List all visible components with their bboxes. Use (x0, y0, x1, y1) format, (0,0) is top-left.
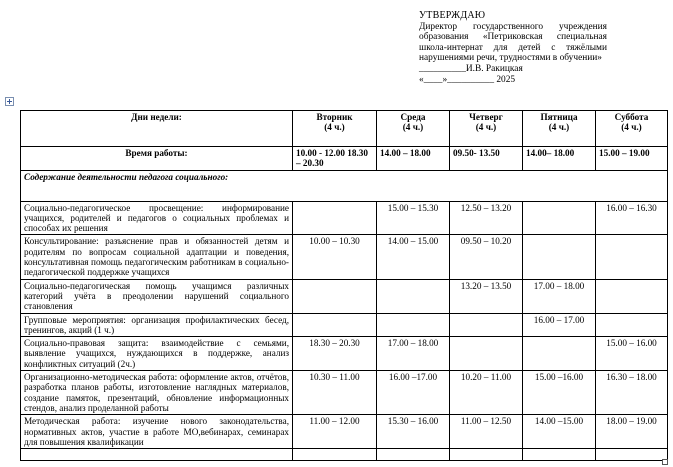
day-label: Дни недели: (131, 112, 182, 122)
time-cell: 11.00 – 12.50 (450, 415, 523, 449)
table-row (21, 201, 668, 235)
activity-desc: Консультирование: разъяснение прав и обязанностей детям и родителям по вопросам социальной адаптации и поведения, консультативная помощь педагогическим работникам в социально-педагогической поддержке учащихся (21, 235, 293, 279)
day-name: Пятница (540, 112, 578, 122)
activity-desc: Методическая работа: изучение нового законодательства, нормативных актов, участие в работе МО,вебинарах, семинарах для повышения квалификации (21, 415, 293, 449)
work-time-cell: 14.00 – 18.00 (377, 147, 450, 171)
time-cell: 17.00 – 18.00 (523, 279, 596, 313)
empty-cell (450, 449, 523, 461)
time-cell: 16.00 – 16.30 (596, 201, 668, 235)
time-cell: 15.00 – 15.30 (377, 201, 450, 235)
work-time-row (21, 147, 668, 171)
approval-block (419, 11, 607, 85)
approval-signature: __________И.В. Ракицкая (419, 63, 523, 74)
time-cell: 11.00 – 12.00 (293, 415, 377, 449)
time-cell: 16.00 – 17.00 (523, 313, 596, 337)
table-row (21, 371, 668, 415)
section-row (21, 170, 668, 201)
day-header (596, 111, 668, 147)
time-cell: 12.50 – 13.20 (450, 201, 523, 235)
time-cell (523, 201, 596, 235)
activity-desc: Социально-педагогическое просвещение: информирование учащихся, родителей и педагогов о социальных проблемах и способах их решения (21, 201, 293, 235)
time-cell (523, 337, 596, 371)
table-row (21, 415, 668, 449)
time-cell: 14.00 – 15.00 (377, 235, 450, 279)
time-cell (293, 279, 377, 313)
time-cell (377, 279, 450, 313)
empty-cell (21, 449, 293, 461)
time-cell: 16.30 – 18.00 (596, 371, 668, 415)
table-row (21, 235, 668, 279)
table-row (21, 313, 668, 337)
day-hours: (4 ч.) (621, 122, 642, 133)
time-cell: 14.00 –15.00 (523, 415, 596, 449)
empty-row (21, 449, 668, 461)
time-cell: 13.20 – 13.50 (450, 279, 523, 313)
day-hours: (4 ч.) (324, 122, 345, 133)
day-header (377, 111, 450, 147)
day-header (523, 111, 596, 147)
table-resize-handle[interactable] (662, 459, 668, 465)
activity-desc: Организационно-методическая работа: оформление актов, отчётов, разработка планов работы, изготовление наглядных материалов, создание памяток, презентаций, обновление информационных стендов, анализ проделанной работы (21, 371, 293, 415)
time-cell (596, 235, 668, 279)
empty-cell (377, 449, 450, 461)
time-cell (293, 201, 377, 235)
day-hours: (4 ч.) (402, 122, 424, 133)
activity-desc: Социально-правовая защита: взаимодействие с семьями, выявление учащихся, нуждающихся в поддержке, анализ конфликтных ситуаций (2ч.) (21, 337, 293, 371)
approval-date: «____»__________ 2025 (419, 74, 516, 85)
time-cell (596, 279, 668, 313)
time-cell (596, 313, 668, 337)
time-cell (450, 337, 523, 371)
time-cell: 15.30 – 16.00 (377, 415, 450, 449)
day-label-cell (21, 111, 293, 147)
table-row (21, 279, 668, 313)
day-name: Суббота (614, 112, 649, 122)
table-row (21, 337, 668, 371)
header-row (21, 111, 668, 147)
empty-cell (293, 449, 377, 461)
day-name: Вторник (316, 112, 353, 122)
work-time-cell: 15.00 – 19.00 (596, 147, 668, 171)
day-name: Среда (400, 112, 426, 122)
time-cell: 16.00 –17.00 (377, 371, 450, 415)
time-cell: 10.00 – 10.30 (293, 235, 377, 279)
time-cell: 15.00 –16.00 (523, 371, 596, 415)
work-time-cell: 14.00– 18.00 (523, 147, 596, 171)
time-cell: 10.20 – 11.00 (450, 371, 523, 415)
day-header (450, 111, 523, 147)
section-title: Содержание деятельности педагога социального: (21, 170, 668, 201)
work-time-cell: 09.50- 13.50 (450, 147, 523, 171)
time-cell (450, 313, 523, 337)
approval-text: Директор государственного учреждения образования «Петриковская специальная школа-интернат для детей с тяжёлыми нарушениями речи, трудностями в обучении» (419, 21, 607, 64)
time-cell (293, 313, 377, 337)
day-hours: (4 ч.) (548, 122, 570, 133)
time-cell: 17.00 – 18.00 (377, 337, 450, 371)
work-time-label: Время работы: (21, 147, 293, 171)
table-move-handle-icon[interactable] (5, 97, 14, 106)
day-hours: (4 ч.) (475, 122, 497, 133)
time-cell (377, 313, 450, 337)
empty-cell (523, 449, 596, 461)
activity-desc: Социально-педагогическая помощь учащимся различных категорий учёта в преодолении нарушений социального становления (21, 279, 293, 313)
work-time-cell: 10.00 - 12.00 18.30 – 20.30 (293, 147, 377, 171)
time-cell (523, 235, 596, 279)
time-cell: 18.00 – 19.00 (596, 415, 668, 449)
empty-cell (596, 449, 668, 461)
day-header (293, 111, 377, 147)
day-name: Четверг (469, 112, 503, 122)
schedule-table (20, 110, 668, 461)
time-cell: 15.00 – 16.00 (596, 337, 668, 371)
time-cell: 18.30 – 20.30 (293, 337, 377, 371)
approval-title: УТВЕРЖДАЮ (419, 10, 486, 21)
time-cell: 09.50 – 10.20 (450, 235, 523, 279)
activity-desc: Групповые мероприятия: организация профилактических бесед, тренингов, акций (1 ч.) (21, 313, 293, 337)
time-cell: 10.30 – 11.00 (293, 371, 377, 415)
